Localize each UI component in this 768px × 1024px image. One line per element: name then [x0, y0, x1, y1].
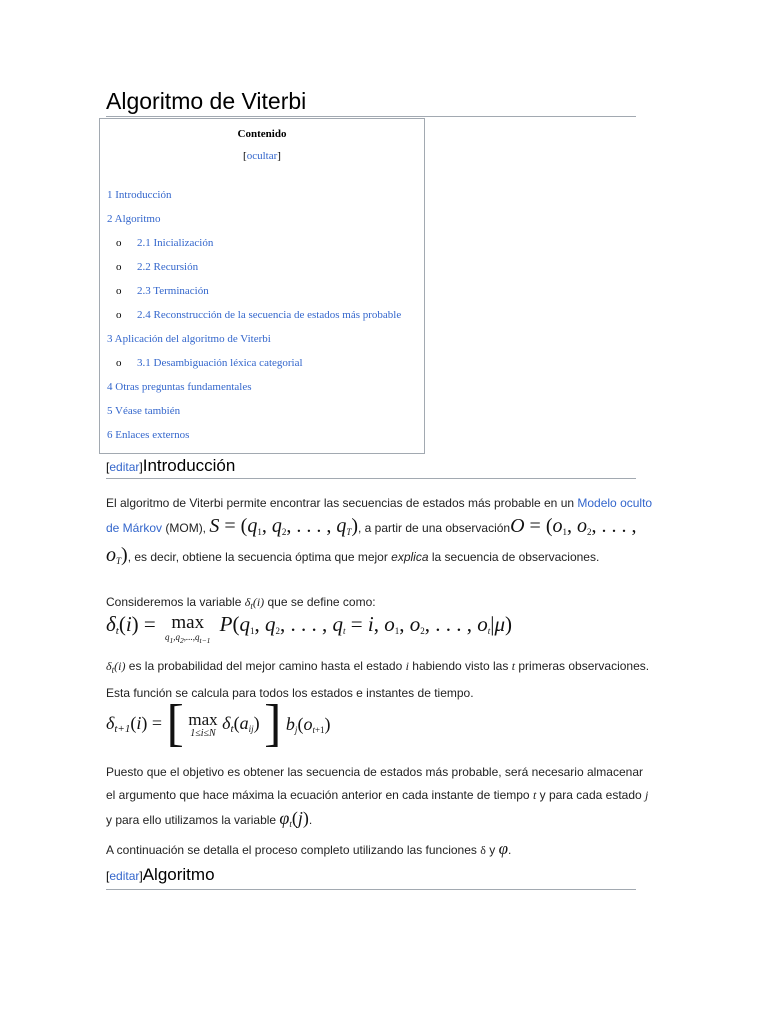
text: la secuencia de observaciones.	[428, 550, 600, 564]
edit-open-bracket: [	[106, 460, 110, 474]
text: es la probabilidad del mejor camino hasta el estado	[125, 659, 406, 673]
edit-close-bracket: ]	[139, 869, 143, 883]
toc-item-recursion[interactable]: 2.2 Recursión	[137, 261, 199, 273]
toc-hide-toggle	[100, 150, 424, 162]
page-title: Algoritmo de Viterbi	[106, 88, 307, 114]
toc-item-otras-preguntas[interactable]: 4 Otras preguntas fundamentales	[107, 381, 252, 393]
toc-item-vease-tambien[interactable]: 5 Véase también	[107, 405, 181, 417]
math-t: t	[511, 659, 516, 673]
text: A continuación se detalla el proceso completo utilizando las funciones	[106, 843, 481, 857]
table-of-contents	[99, 118, 425, 454]
text: , a partir de una observación	[358, 521, 511, 535]
link-modelo-oculto-markov[interactable]: Modelo oculto de Márkov	[106, 496, 653, 535]
equation-delta-definition: $\delta_t(i)$ = max $q_1,q_2,...,q_{t-1}$ P(q1, q2, . . . , qt = i, o1, o2, . . . , ot|μ)	[106, 612, 512, 645]
text: .	[308, 813, 313, 827]
toc-item-desambiguacion[interactable]: 3.1 Desambiguación léxica categorial	[137, 357, 303, 369]
toc-item-inicializacion[interactable]: 2.1 Inicialización	[137, 237, 214, 249]
text: , es decir, obtiene la secuencia óptima que mejor	[127, 550, 392, 564]
text: (MOM),	[162, 521, 210, 535]
math-delta: $\delta_t(i)$	[244, 595, 265, 611]
text: y para cada estado	[536, 788, 646, 802]
toc-item-introduccion[interactable]: 1 Introducción	[107, 189, 172, 201]
toc-bullet: o	[116, 237, 122, 249]
math-observation-sequence: O = (o1, o2, . . . , oT)	[106, 515, 637, 566]
toc-title: Contenido	[237, 128, 287, 140]
math-delta-symbol: δ	[480, 843, 486, 857]
math-phi: φt(j)	[279, 808, 309, 829]
section-divider	[106, 478, 636, 479]
text: habiendo visto las	[408, 659, 512, 673]
toc-bullet: o	[116, 285, 122, 297]
paragraph-process	[106, 837, 654, 862]
edit-link-introduccion[interactable]: editar	[109, 460, 140, 474]
toc-hide-open-bracket: [	[243, 150, 247, 162]
math-phi-symbol: φ	[498, 839, 508, 858]
text: y para ello utilizamos la variable	[106, 813, 280, 827]
math-t: t	[532, 788, 537, 802]
math-state-sequence: S = (q1, q2, . . . , qT)	[209, 515, 358, 537]
emphasis: explica	[391, 550, 429, 564]
title-divider	[106, 116, 636, 117]
text: que se define como:	[264, 595, 376, 609]
section-title-introduccion: Introducción	[142, 456, 236, 475]
toc-bullet: o	[116, 309, 122, 321]
text: Puesto que el objetivo es obtener las secuencia de estados más probable, será necesario almacenar el argumento que hace máxima la ecuación anterior en cada instante de tiempo	[106, 765, 643, 802]
section-title-algoritmo: Algoritmo	[142, 865, 215, 884]
edit-close-bracket: ]	[139, 460, 143, 474]
equation-delta-recursion: $\delta_{t+1}(i)$ = [ max 1≤i≤N $\delta_t(aij)$ ] bj(ot+1)	[106, 695, 331, 752]
math-delta: $\delta_t(i)$	[106, 659, 126, 675]
math-i: i	[405, 659, 409, 673]
paragraph-intro	[106, 492, 654, 573]
text: y	[485, 843, 499, 857]
paragraph-argmax	[106, 761, 654, 836]
text: primeras observaciones. Esta función se calcula para todos los estados e instantes de tiempo.	[106, 659, 650, 700]
section-heading-algoritmo	[106, 864, 215, 887]
edit-open-bracket: [	[106, 869, 110, 883]
toc-bullet: o	[116, 261, 122, 273]
text: .	[507, 843, 512, 857]
toc-item-algoritmo[interactable]: 2 Algoritmo	[107, 213, 161, 225]
toc-item-reconstruccion[interactable]: 2.4 Reconstrucción de la secuencia de estados más probable	[137, 309, 402, 321]
section-divider	[106, 889, 636, 890]
edit-link-algoritmo[interactable]: editar	[109, 869, 140, 883]
section-heading-introduccion	[106, 455, 235, 478]
toc-hide-link[interactable]: ocultar	[246, 150, 278, 162]
toc-hide-close-bracket: ]	[277, 150, 281, 162]
toc-item-enlaces-externos[interactable]: 6 Enlaces externos	[107, 429, 190, 441]
text: El algoritmo de Viterbi permite encontrar las secuencias de estados más probable en un	[106, 496, 578, 510]
paragraph-delta-meaning	[106, 655, 654, 705]
toc-item-terminacion[interactable]: 2.3 Terminación	[137, 285, 209, 297]
math-j: j	[645, 788, 649, 802]
toc-bullet: o	[116, 357, 122, 369]
text: Consideremos la variable	[106, 595, 245, 609]
toc-item-aplicacion[interactable]: 3 Aplicación del algoritmo de Viterbi	[107, 333, 271, 345]
